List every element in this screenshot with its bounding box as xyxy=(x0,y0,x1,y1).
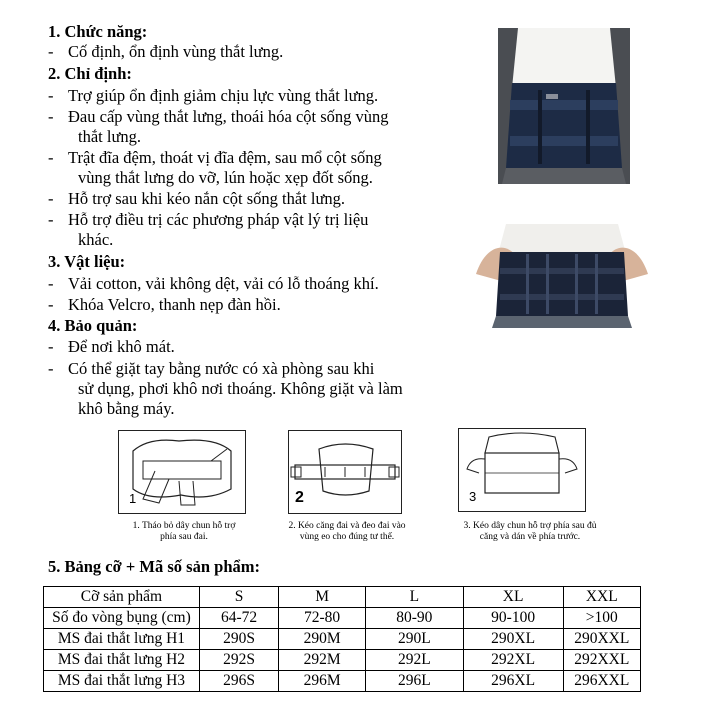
s2-item-1: Đau cấp vùng thắt lưng, thoái hóa cột sống vùng xyxy=(68,107,389,126)
step-3-caption-line-1: 3. Kéo dây chun hỗ trợ phía sau đủ xyxy=(463,521,597,531)
step-3-caption-line-2: căng và dán về phía trước. xyxy=(479,532,581,542)
table-header-cell: Cỡ sản phẩm xyxy=(44,587,200,608)
table-cell: MS đai thắt lưng H2 xyxy=(44,650,200,671)
step-3-illustration xyxy=(458,428,586,512)
s2-item-5: Hỗ trợ sau khi kéo nắn cột sống thắt lưng. xyxy=(68,189,346,208)
bullet-dash: - xyxy=(48,189,54,208)
bullet-dash: - xyxy=(48,86,54,105)
bullet-dash: - xyxy=(48,274,54,293)
table-cell: MS đai thắt lưng H1 xyxy=(44,629,200,650)
table-cell: 290XL xyxy=(463,629,563,650)
table-cell: 64-72 xyxy=(199,608,278,629)
step-1-number: 1 xyxy=(129,491,137,506)
step-2-number: 2 xyxy=(295,489,304,506)
table-cell: MS đai thắt lưng H3 xyxy=(44,671,200,692)
bullet-dash: - xyxy=(48,107,54,126)
table-cell: 296XL xyxy=(463,671,563,692)
table-cell: 290XXL xyxy=(563,629,640,650)
table-cell: 296XXL xyxy=(563,671,640,692)
table-row xyxy=(44,629,641,650)
section-4-title: 4. Bảo quản: xyxy=(48,316,138,335)
s2-item-4: vùng thắt lưng do vỡ, lún hoặc xẹp đốt sống. xyxy=(78,168,373,187)
table-header-cell: L xyxy=(365,587,463,608)
step-3-caption xyxy=(430,521,630,543)
step-2-caption xyxy=(262,521,432,543)
bullet-dash: - xyxy=(48,148,54,167)
s3-item-1: Khóa Velcro, thanh nẹp đàn hồi. xyxy=(68,295,281,314)
s2-item-7: khác. xyxy=(78,230,114,249)
table-header-cell: XL xyxy=(463,587,563,608)
step-2-caption-line-1: 2. Kéo căng đai và đeo đai vào xyxy=(288,521,406,531)
step-1-caption xyxy=(104,521,264,543)
s4-item-3: khô bằng máy. xyxy=(78,399,175,418)
table-header-cell: S xyxy=(199,587,278,608)
section-3-title: 3. Vật liệu: xyxy=(48,252,126,271)
table-cell: 292XXL xyxy=(563,650,640,671)
bullet-dash: - xyxy=(48,337,54,356)
table-row xyxy=(44,650,641,671)
bullet-dash: - xyxy=(48,359,54,378)
size-table xyxy=(43,586,641,692)
table-cell: 296M xyxy=(279,671,366,692)
product-photo-back xyxy=(476,224,648,328)
table-cell: 292M xyxy=(279,650,366,671)
table-header-cell: M xyxy=(279,587,366,608)
table-cell: 292S xyxy=(199,650,278,671)
table-header-row xyxy=(44,587,641,608)
table-cell: 292XL xyxy=(463,650,563,671)
table-header-cell: XXL xyxy=(563,587,640,608)
table-cell: 292L xyxy=(365,650,463,671)
table-cell: 90-100 xyxy=(463,608,563,629)
step-1-caption-line-1: 1. Tháo bỏ dây chun hỗ trợ xyxy=(132,521,236,531)
s4-item-1: Có thể giặt tay bằng nước có xà phòng sau khi xyxy=(68,359,375,378)
s4-item-0: Để nơi khô mát. xyxy=(68,337,175,356)
step-1-caption-line-2: phía sau đai. xyxy=(160,532,208,542)
table-cell: 290S xyxy=(199,629,278,650)
s2-item-2: thắt lưng. xyxy=(78,127,142,146)
s1-item-0: Cố định, ổn định vùng thắt lưng. xyxy=(68,42,284,61)
table-cell: 80-90 xyxy=(365,608,463,629)
s3-item-0: Vải cotton, vải không dệt, vải có lỗ thoáng khí. xyxy=(68,274,379,293)
s2-item-0: Trợ giúp ổn định giảm chịu lực vùng thắt lưng. xyxy=(68,86,379,105)
s2-item-3: Trật đĩa đệm, thoát vị đĩa đệm, sau mổ cột sống xyxy=(68,148,382,167)
s2-item-6: Hỗ trợ điều trị các phương pháp vật lý trị liệu xyxy=(68,210,369,229)
table-cell: 290L xyxy=(365,629,463,650)
table-row xyxy=(44,671,641,692)
bullet-dash: - xyxy=(48,42,54,61)
s4-item-2: sử dụng, phơi khô nơi thoáng. Không giặt và làm xyxy=(78,379,403,398)
product-photo-front xyxy=(498,28,630,184)
bullet-dash: - xyxy=(48,210,54,229)
step-2-illustration xyxy=(288,430,402,514)
bullet-dash: - xyxy=(48,295,54,314)
table-row xyxy=(44,608,641,629)
table-cell: 296S xyxy=(199,671,278,692)
table-cell: Số đo vòng bụng (cm) xyxy=(44,608,200,629)
section-1-title: 1. Chức năng: xyxy=(48,22,148,41)
table-cell: 290M xyxy=(279,629,366,650)
section-5-title: 5. Bảng cỡ + Mã số sản phẩm: xyxy=(48,557,260,576)
section-2-title: 2. Chỉ định: xyxy=(48,64,132,83)
table-cell: 296L xyxy=(365,671,463,692)
table-cell: >100 xyxy=(563,608,640,629)
step-3-number: 3 xyxy=(469,489,477,504)
step-2-caption-line-2: vùng eo cho đúng tư thế. xyxy=(299,532,395,542)
step-1-illustration xyxy=(118,430,246,514)
table-cell: 72-80 xyxy=(279,608,366,629)
